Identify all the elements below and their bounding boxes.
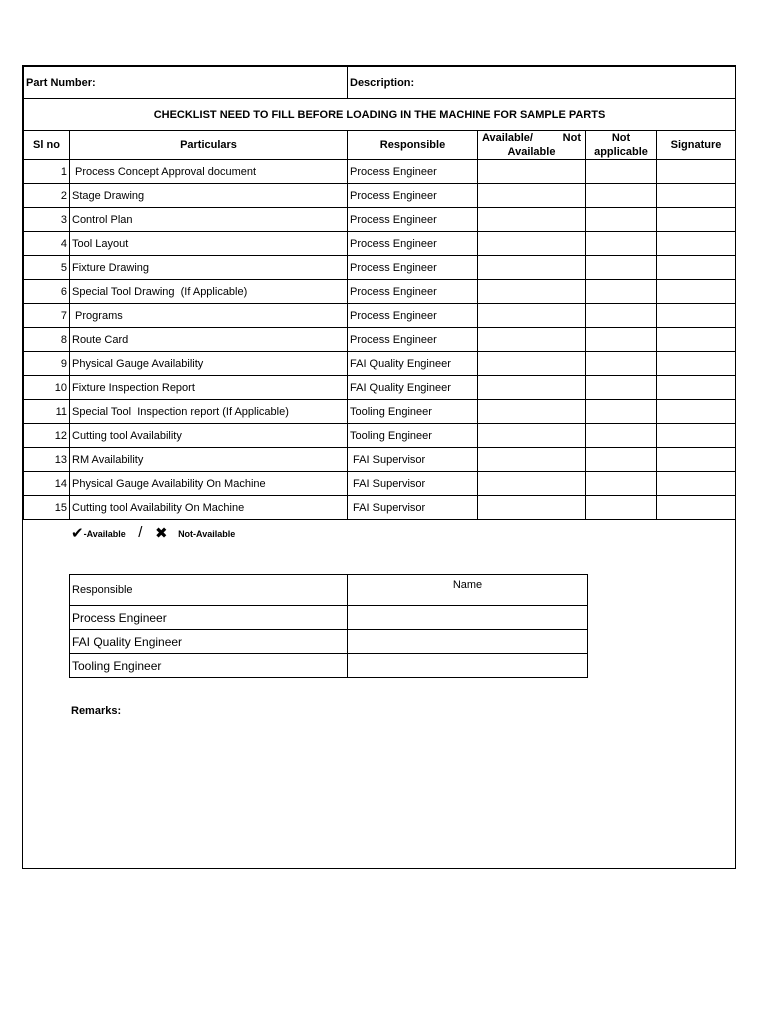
row-responsible: Process Engineer xyxy=(348,280,478,304)
row-signature-cell[interactable] xyxy=(657,280,736,304)
names-role-process-engineer: Process Engineer xyxy=(70,606,348,630)
remarks-label: Remarks: xyxy=(71,705,122,717)
row-available-cell[interactable] xyxy=(478,184,586,208)
row-responsible: Process Engineer xyxy=(348,208,478,232)
row-particular: Route Card xyxy=(70,328,348,352)
cross-icon: ✖ xyxy=(154,525,168,542)
row-available-cell[interactable] xyxy=(478,208,586,232)
row-sl-no: 9 xyxy=(24,352,70,376)
table-row xyxy=(24,160,736,184)
row-signature-cell[interactable] xyxy=(657,208,736,232)
row-sl-no: 14 xyxy=(24,472,70,496)
row-responsible: Process Engineer xyxy=(348,256,478,280)
row-responsible: Tooling Engineer xyxy=(348,424,478,448)
table-row xyxy=(24,184,736,208)
row-responsible: Process Engineer xyxy=(348,328,478,352)
row-particular: Tool Layout xyxy=(70,232,348,256)
names-role-fai-quality-engineer: FAI Quality Engineer xyxy=(70,630,348,654)
row-available-cell[interactable] xyxy=(478,400,586,424)
legend-available-text: -Available xyxy=(83,529,126,539)
row-particular: RM Availability xyxy=(70,448,348,472)
row-sl-no: 8 xyxy=(24,328,70,352)
row-sl-no: 11 xyxy=(24,400,70,424)
row-particular: Special Tool Inspection report (If Applicable) xyxy=(70,400,348,424)
row-sl-no: 7 xyxy=(24,304,70,328)
table-row xyxy=(24,448,736,472)
names-header-responsible: Responsible xyxy=(70,575,348,606)
row-sl-no: 13 xyxy=(24,448,70,472)
row-not-applicable-cell[interactable] xyxy=(586,400,657,424)
row-not-applicable-cell[interactable] xyxy=(586,472,657,496)
row-particular: Cutting tool Availability xyxy=(70,424,348,448)
table-row xyxy=(24,472,736,496)
available-label-a: Available/ xyxy=(482,132,533,144)
responsible-names-table xyxy=(69,574,588,678)
table-row xyxy=(24,400,736,424)
row-particular: Fixture Drawing xyxy=(70,256,348,280)
row-sl-no: 5 xyxy=(24,256,70,280)
row-not-applicable-cell[interactable] xyxy=(586,496,657,520)
table-row xyxy=(24,424,736,448)
row-signature-cell[interactable] xyxy=(657,184,736,208)
table-row xyxy=(24,496,736,520)
row-particular: Control Plan xyxy=(70,208,348,232)
names-name-cell[interactable] xyxy=(348,630,588,654)
row-available-cell[interactable] xyxy=(478,352,586,376)
row-sl-no: 4 xyxy=(24,232,70,256)
row-not-applicable-cell[interactable] xyxy=(586,424,657,448)
row-signature-cell[interactable] xyxy=(657,352,736,376)
table-row xyxy=(24,256,736,280)
row-signature-cell[interactable] xyxy=(657,232,736,256)
row-available-cell[interactable] xyxy=(478,304,586,328)
row-not-applicable-cell[interactable] xyxy=(586,376,657,400)
names-role-tooling-engineer: Tooling Engineer xyxy=(70,654,348,678)
row-signature-cell[interactable] xyxy=(657,448,736,472)
row-particular: Programs xyxy=(70,304,348,328)
row-signature-cell[interactable] xyxy=(657,328,736,352)
row-not-applicable-cell[interactable] xyxy=(586,208,657,232)
row-sl-no: 3 xyxy=(24,208,70,232)
names-name-cell[interactable] xyxy=(348,654,588,678)
row-signature-cell[interactable] xyxy=(657,472,736,496)
row-available-cell[interactable] xyxy=(478,376,586,400)
column-header-not-applicable xyxy=(586,131,657,160)
row-available-cell[interactable] xyxy=(478,448,586,472)
names-name-cell[interactable] xyxy=(348,606,588,630)
checklist-title: CHECKLIST NEED TO FILL BEFORE LOADING IN THE MACHINE FOR SAMPLE PARTS xyxy=(24,99,736,131)
part-number-label: Part Number: xyxy=(24,67,348,99)
not-applicable-label-b: applicable xyxy=(594,146,648,158)
row-signature-cell[interactable] xyxy=(657,304,736,328)
row-particular: Stage Drawing xyxy=(70,184,348,208)
names-header-name: Name xyxy=(348,575,588,606)
row-responsible: FAI Quality Engineer xyxy=(348,352,478,376)
available-label-b: Not xyxy=(562,132,581,144)
row-available-cell[interactable] xyxy=(478,328,586,352)
row-sl-no: 6 xyxy=(24,280,70,304)
row-sl-no: 2 xyxy=(24,184,70,208)
row-not-applicable-cell[interactable] xyxy=(586,304,657,328)
row-responsible: Tooling Engineer xyxy=(348,400,478,424)
checklist-sheet xyxy=(22,65,736,869)
legend xyxy=(71,524,235,542)
row-available-cell[interactable] xyxy=(478,472,586,496)
table-row xyxy=(24,280,736,304)
row-responsible: Process Engineer xyxy=(348,160,478,184)
column-header-signature: Signature xyxy=(657,131,736,160)
row-responsible: Process Engineer xyxy=(348,304,478,328)
row-responsible: Process Engineer xyxy=(348,184,478,208)
checklist-table xyxy=(23,66,736,520)
row-particular: Physical Gauge Availability On Machine xyxy=(70,472,348,496)
column-header-available xyxy=(478,131,586,160)
row-signature-cell[interactable] xyxy=(657,256,736,280)
row-responsible: FAI Supervisor xyxy=(348,496,478,520)
row-sl-no: 1 xyxy=(24,160,70,184)
check-icon: ✔ xyxy=(71,525,84,542)
table-row xyxy=(24,352,736,376)
row-not-applicable-cell[interactable] xyxy=(586,232,657,256)
row-responsible: FAI Quality Engineer xyxy=(348,376,478,400)
not-applicable-label-a: Not xyxy=(611,132,631,144)
row-not-applicable-cell[interactable] xyxy=(586,328,657,352)
row-available-cell[interactable] xyxy=(478,232,586,256)
table-row xyxy=(24,304,736,328)
column-header-responsible: Responsible xyxy=(348,131,478,160)
row-not-applicable-cell[interactable] xyxy=(586,256,657,280)
row-signature-cell[interactable] xyxy=(657,160,736,184)
table-row xyxy=(24,376,736,400)
row-particular: Cutting tool Availability On Machine xyxy=(70,496,348,520)
row-sl-no: 15 xyxy=(24,496,70,520)
table-row xyxy=(24,208,736,232)
row-particular: Physical Gauge Availability xyxy=(70,352,348,376)
row-responsible: FAI Supervisor xyxy=(348,448,478,472)
row-available-cell[interactable] xyxy=(478,496,586,520)
row-signature-cell[interactable] xyxy=(657,424,736,448)
column-header-sl-no: Sl no xyxy=(24,131,70,160)
row-responsible: Process Engineer xyxy=(348,232,478,256)
row-particular: Special Tool Drawing (If Applicable) xyxy=(70,280,348,304)
row-available-cell[interactable] xyxy=(478,280,586,304)
row-sl-no: 10 xyxy=(24,376,70,400)
row-not-applicable-cell[interactable] xyxy=(586,352,657,376)
row-available-cell[interactable] xyxy=(478,256,586,280)
row-particular: Process Concept Approval document xyxy=(70,160,348,184)
row-not-applicable-cell[interactable] xyxy=(586,160,657,184)
table-row xyxy=(24,232,736,256)
row-available-cell[interactable] xyxy=(478,424,586,448)
row-sl-no: 12 xyxy=(24,424,70,448)
legend-not-available-text: Not-Available xyxy=(178,529,236,539)
row-not-applicable-cell[interactable] xyxy=(586,184,657,208)
row-available-cell[interactable] xyxy=(478,160,586,184)
column-header-particulars: Particulars xyxy=(70,131,348,160)
legend-slash: / xyxy=(138,524,143,541)
row-signature-cell[interactable] xyxy=(657,496,736,520)
row-signature-cell[interactable] xyxy=(657,376,736,400)
row-not-applicable-cell[interactable] xyxy=(586,280,657,304)
row-not-applicable-cell[interactable] xyxy=(586,448,657,472)
description-label: Description: xyxy=(348,67,736,99)
row-signature-cell[interactable] xyxy=(657,400,736,424)
row-responsible: FAI Supervisor xyxy=(348,472,478,496)
table-row xyxy=(24,328,736,352)
row-particular: Fixture Inspection Report xyxy=(70,376,348,400)
available-label-c: Available xyxy=(507,146,556,158)
